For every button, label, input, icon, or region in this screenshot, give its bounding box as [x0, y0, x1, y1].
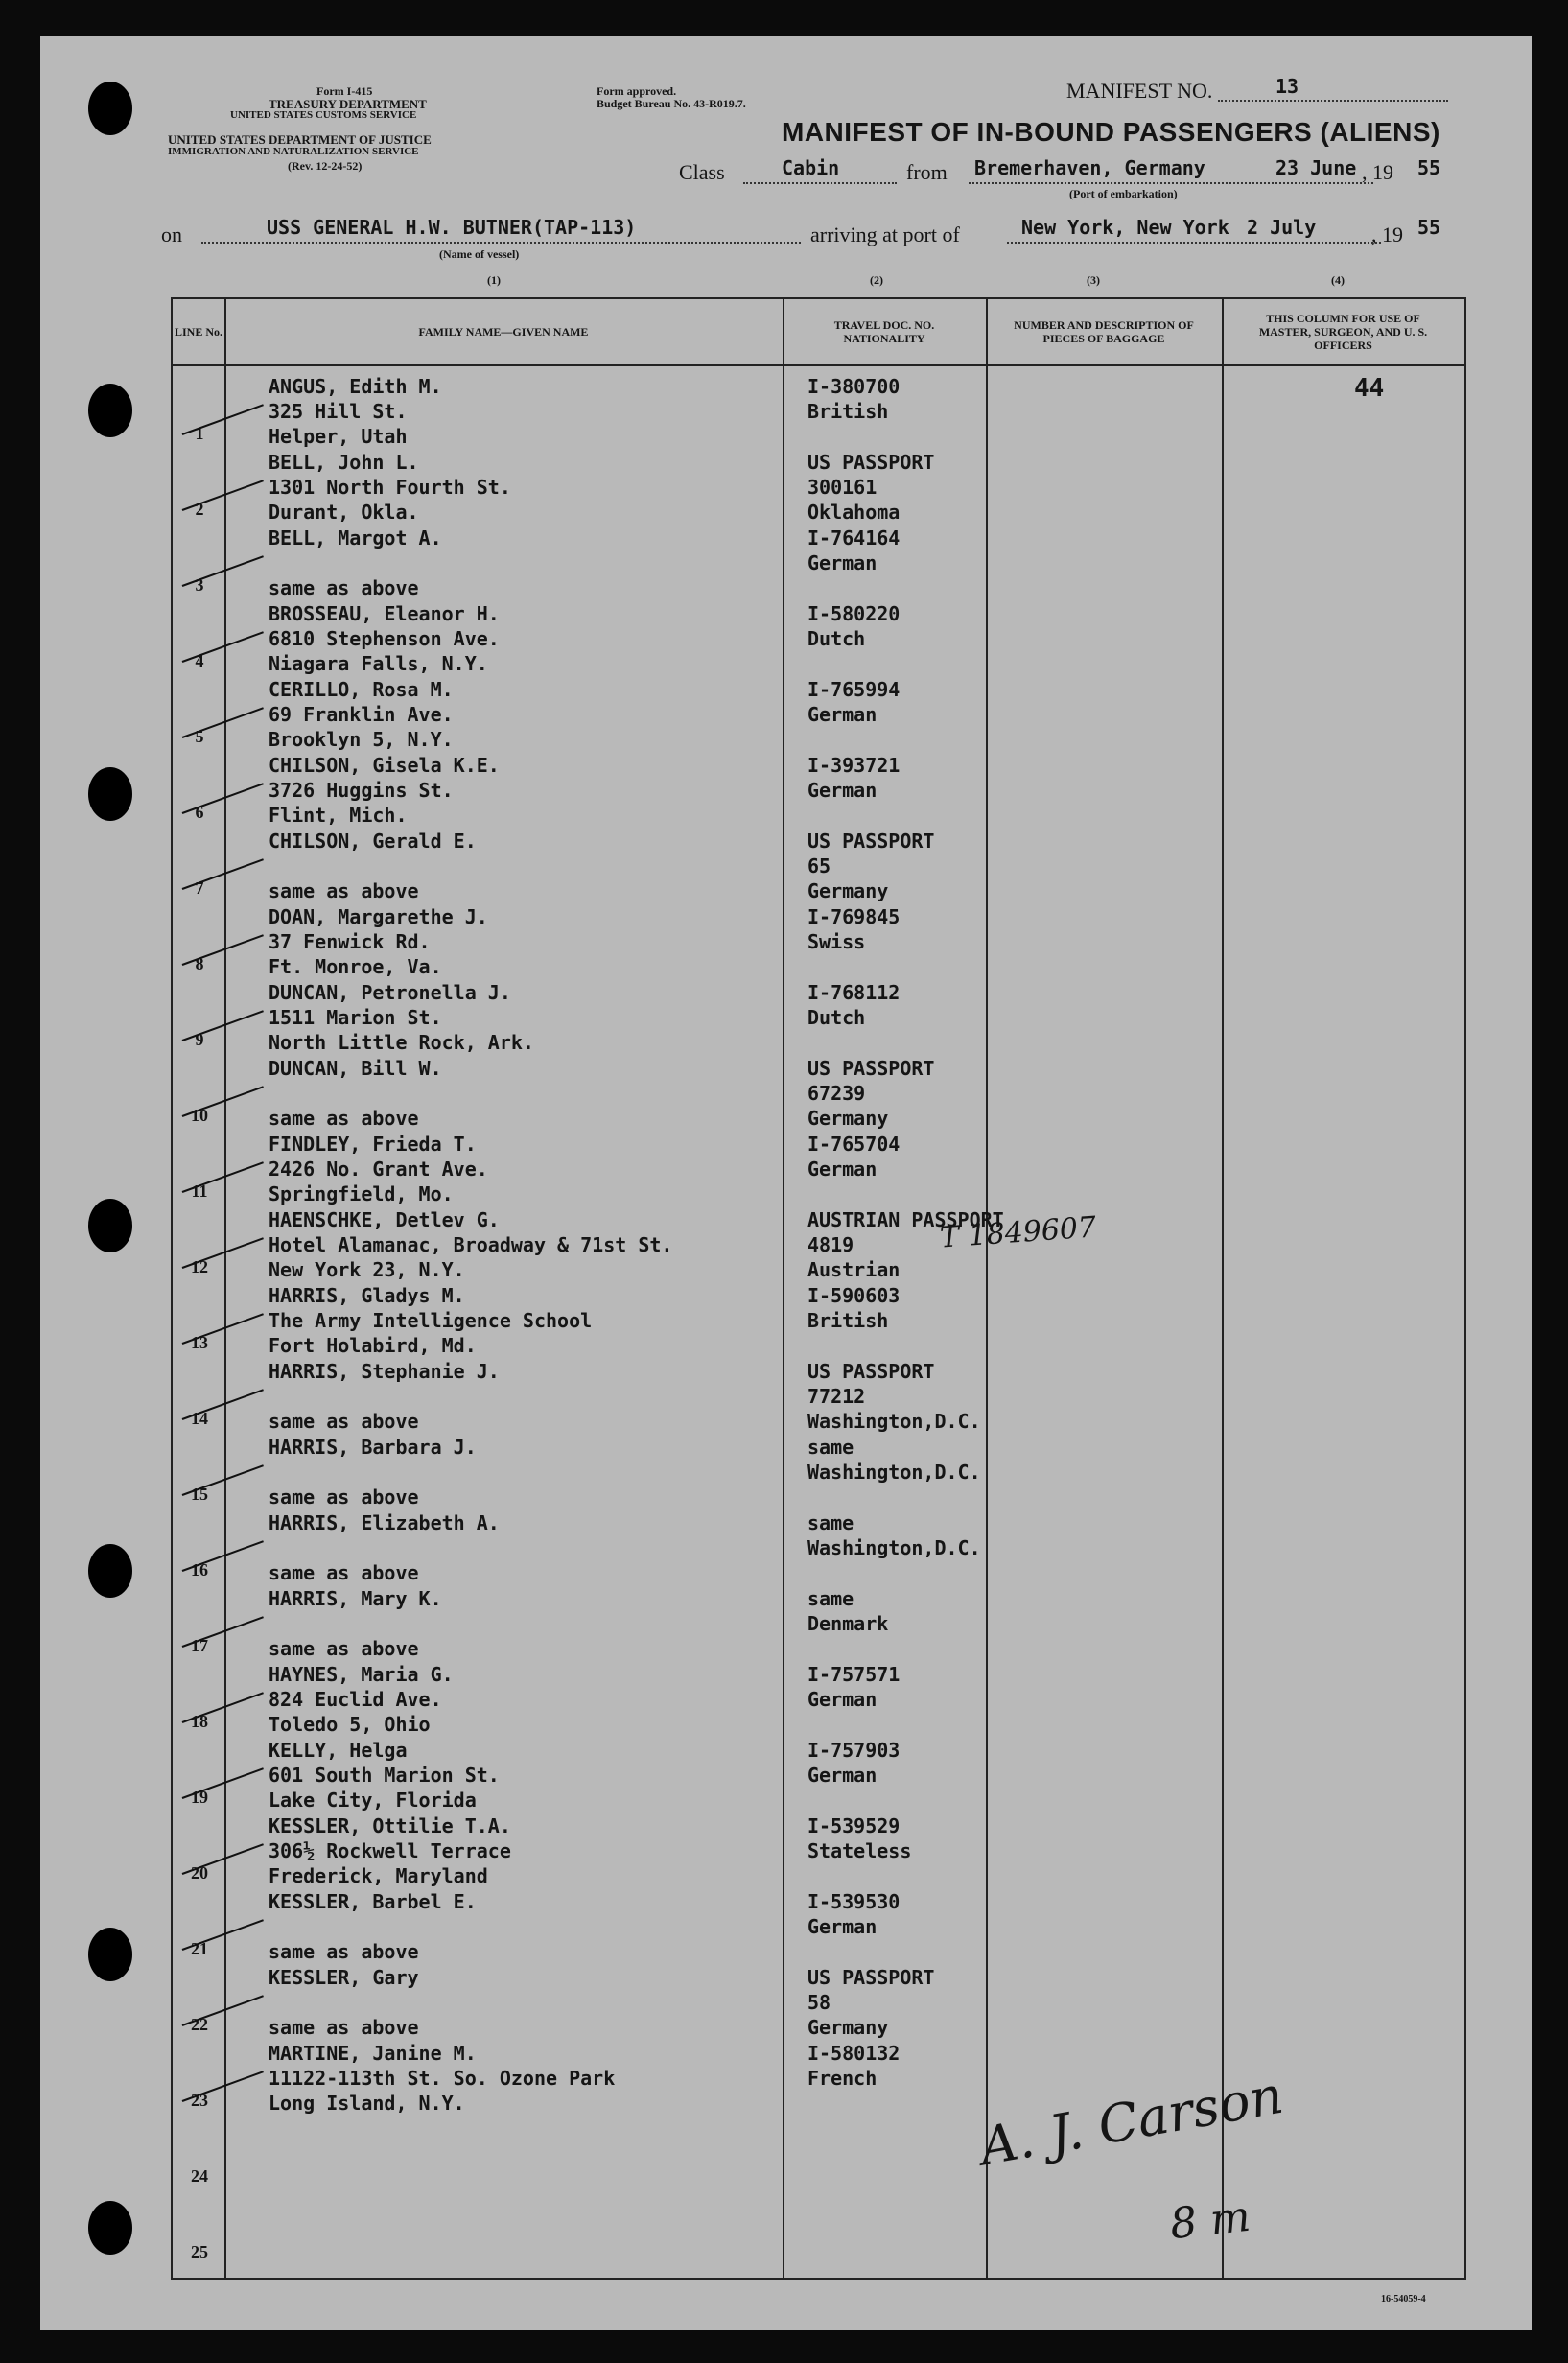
line-number: 10 — [191, 1106, 208, 1125]
passenger-address-line: same as above — [269, 1486, 419, 1509]
checkmark-stroke — [182, 934, 264, 966]
line-number: 4 — [195, 651, 204, 670]
travel-document — [807, 1435, 981, 1485]
passenger-address-line: same as above — [269, 2016, 419, 2039]
travel-document — [807, 1662, 900, 1712]
travel-doc-line: AUSTRIAN PASSPORT — [807, 1208, 1004, 1231]
table-row — [173, 1056, 1464, 1132]
passenger-address-line: same as above — [269, 1107, 419, 1130]
passenger-address-line: same as above — [269, 879, 419, 902]
binder-hole — [88, 767, 132, 821]
checkmark-stroke — [182, 1843, 264, 1875]
table-row — [173, 1207, 1464, 1283]
col-number-2: (2) — [870, 273, 883, 287]
passenger-address-line: North Little Rock, Ark. — [269, 1031, 534, 1054]
passenger-address-line: 601 South Marion St. — [269, 1764, 500, 1787]
table-row — [173, 1965, 1464, 2041]
travel-doc-line: German — [807, 1764, 878, 1787]
travel-doc-line: 4819 — [807, 1233, 854, 1256]
officer-initials: 8 m — [1167, 2191, 1253, 2250]
passenger-name-address — [269, 1586, 442, 1661]
passenger-address-line — [269, 1535, 500, 1560]
passenger-address-line: Flint, Mich. — [269, 804, 408, 827]
arrival-year-prefix: , 19 — [1371, 222, 1403, 246]
line-number: 12 — [191, 1257, 208, 1276]
passenger-name-address — [269, 1283, 592, 1358]
line-number: 6 — [195, 803, 204, 822]
travel-doc-line: I-580132 — [807, 2042, 901, 2065]
travel-doc-line: I-590603 — [807, 1284, 901, 1307]
passenger-name-address — [269, 1965, 419, 2040]
travel-doc-line: Dutch — [807, 627, 866, 650]
binder-hole — [88, 1928, 132, 1981]
table-row — [173, 829, 1464, 904]
port-note: (Port of embarkation) — [1069, 187, 1178, 200]
checkmark-stroke — [182, 1389, 264, 1420]
passenger-name-address — [269, 1435, 477, 1509]
passenger-name-address — [269, 1132, 488, 1206]
passenger-name: KESSLER, Barbel E. — [269, 1890, 477, 1913]
travel-document — [807, 2041, 900, 2091]
arrival-port: New York, New York — [1021, 216, 1229, 239]
binder-hole — [88, 1544, 132, 1598]
table-row — [173, 2192, 1464, 2268]
passenger-name-address — [269, 450, 511, 525]
passenger-table — [171, 297, 1466, 2280]
travel-doc-line: German — [807, 1915, 878, 1938]
travel-doc-line: Germany — [807, 2016, 889, 2039]
passenger-name: ANGUS, Edith M. — [269, 375, 442, 398]
budget-bureau: Budget Bureau No. 43-R019.7. — [597, 97, 746, 110]
travel-doc-line: 67239 — [807, 1082, 866, 1105]
travel-doc-line: Germany — [807, 879, 889, 902]
from-label: from — [906, 160, 948, 184]
passenger-name-address — [269, 1359, 500, 1434]
travel-doc-line: US PASSPORT — [807, 1966, 935, 1989]
passenger-count: 44 — [1354, 374, 1385, 403]
passenger-name: KELLY, Helga — [269, 1739, 408, 1762]
table-row — [173, 1283, 1464, 1359]
col-header-line: LINE No. — [174, 325, 222, 339]
line-number: 5 — [195, 727, 204, 746]
checkmark-stroke — [182, 480, 264, 511]
checkmark-stroke — [182, 555, 264, 587]
travel-document — [807, 1359, 981, 1434]
travel-doc-line: German — [807, 1158, 878, 1181]
travel-doc-line: German — [807, 1688, 878, 1711]
travel-doc-line: I-769845 — [807, 905, 901, 928]
col-header-official: THIS COLUMN FOR USE OF MASTER, SURGEON, AND U. S. OFFICERS — [1258, 312, 1428, 352]
passenger-name: KESSLER, Ottilie T.A. — [269, 1814, 511, 1837]
departure-year-prefix: , 19 — [1362, 160, 1393, 184]
passenger-address-line: Helper, Utah — [269, 425, 408, 448]
passenger-name: HAYNES, Maria G. — [269, 1663, 454, 1686]
line-number: 11 — [191, 1182, 208, 1201]
line-number: 15 — [191, 1485, 208, 1504]
customs-service: UNITED STATES CUSTOMS SERVICE — [230, 109, 417, 121]
travel-document — [807, 450, 934, 525]
passenger-address-line: Hotel Alamanac, Broadway & 71st St. — [269, 1233, 673, 1256]
travel-document — [807, 526, 900, 575]
passenger-address-line — [269, 1081, 442, 1106]
passenger-name: DOAN, Margarethe J. — [269, 905, 488, 928]
travel-doc-line: I-539529 — [807, 1814, 901, 1837]
passenger-address-line: 6810 Stephenson Ave. — [269, 627, 500, 650]
col-number-4: (4) — [1331, 273, 1345, 287]
passenger-name-address — [269, 526, 442, 600]
checkmark-stroke — [182, 783, 264, 814]
handwritten-doc-number: T 1849607 — [938, 1210, 1098, 1255]
line-number: 2 — [195, 500, 204, 519]
travel-document — [807, 677, 900, 727]
treasury-dept: TREASURY DEPARTMENT — [269, 97, 427, 111]
line-number: 1 — [195, 424, 204, 443]
travel-document — [807, 1586, 888, 1636]
binder-hole — [88, 384, 132, 437]
travel-doc-line: 58 — [807, 1991, 831, 2014]
line-number: 3 — [195, 575, 204, 595]
checkmark-stroke — [182, 858, 264, 890]
passenger-name: BELL, Margot A. — [269, 526, 442, 550]
footer-code: 16-54059-4 — [1381, 2294, 1426, 2305]
passenger-name: KESSLER, Gary — [269, 1966, 419, 1989]
passenger-address-line: Ft. Monroe, Va. — [269, 955, 442, 978]
passenger-address-line: 11122-113th St. So. Ozone Park — [269, 2067, 616, 2090]
table-row — [173, 2117, 1464, 2192]
passenger-address-line: Niagara Falls, N.Y. — [269, 652, 488, 675]
passenger-name: MARTINE, Janine M. — [269, 2042, 477, 2065]
travel-doc-line: 77212 — [807, 1385, 866, 1408]
port-of-embarkation: Bremerhaven, Germany — [974, 156, 1205, 179]
passenger-address-line: 325 Hill St. — [269, 400, 408, 423]
line-number: 7 — [195, 878, 204, 898]
table-row — [173, 677, 1464, 753]
table-row — [173, 1510, 1464, 1586]
passenger-address-line — [269, 1384, 500, 1409]
travel-doc-line: German — [807, 551, 878, 574]
travel-document — [807, 904, 900, 954]
passenger-name-address — [269, 601, 500, 676]
col-number-1: (1) — [487, 273, 501, 287]
passenger-address-line: Frederick, Maryland — [269, 1864, 488, 1887]
passenger-name-address — [269, 1207, 672, 1282]
passenger-address-line: 3726 Huggins St. — [269, 779, 454, 802]
travel-doc-line: I-768112 — [807, 981, 901, 1004]
passenger-address-line: New York 23, N.Y. — [269, 1258, 465, 1281]
table-row — [173, 601, 1464, 677]
passenger-address-line: 1511 Marion St. — [269, 1006, 442, 1029]
passenger-address-line: 2426 No. Grant Ave. — [269, 1158, 488, 1181]
checkmark-stroke — [182, 1010, 264, 1041]
travel-doc-line: Swiss — [807, 930, 866, 953]
checkmark-stroke — [182, 1540, 264, 1572]
travel-document — [807, 1889, 900, 1939]
binder-hole — [88, 2201, 132, 2255]
line-number: 24 — [191, 2166, 208, 2186]
passenger-address-line — [269, 1460, 477, 1485]
line-number: 21 — [191, 1939, 208, 1958]
passenger-name: HARRIS, Barbara J. — [269, 1436, 477, 1459]
line-number: 19 — [191, 1788, 208, 1807]
travel-doc-line: I-580220 — [807, 602, 901, 625]
travel-doc-line: I-380700 — [807, 375, 901, 398]
form-number: Form I-415 — [316, 84, 373, 98]
table-row — [173, 1132, 1464, 1207]
passenger-name: HARRIS, Elizabeth A. — [269, 1511, 500, 1534]
passenger-name: CHILSON, Gisela K.E. — [269, 754, 500, 777]
passenger-name-address — [269, 1510, 500, 1585]
binder-hole — [88, 1199, 132, 1252]
officer-signature: A. J. Carson — [974, 2064, 1288, 2178]
passenger-name: FINDLEY, Frieda T. — [269, 1133, 477, 1156]
passenger-name: CHILSON, Gerald E. — [269, 830, 477, 853]
justice-dept: UNITED STATES DEPARTMENT OF JUSTICE — [168, 132, 432, 147]
col-header-name: FAMILY NAME—GIVEN NAME — [418, 325, 589, 339]
table-row — [173, 526, 1464, 601]
line-number: 17 — [191, 1636, 208, 1655]
travel-doc-line: 65 — [807, 854, 831, 877]
class-value: Cabin — [782, 156, 840, 179]
travel-document — [807, 1510, 981, 1560]
table-row — [173, 450, 1464, 526]
checkmark-stroke — [182, 1086, 264, 1117]
arrival-date: 2 July — [1247, 216, 1317, 239]
travel-document — [807, 601, 900, 651]
travel-doc-line: I-765994 — [807, 678, 901, 701]
travel-document — [807, 1813, 911, 1863]
checkmark-stroke — [182, 1464, 264, 1496]
travel-doc-line: French — [807, 2067, 878, 2090]
passenger-address-line: 824 Euclid Ave. — [269, 1688, 442, 1711]
travel-doc-line: Austrian — [807, 1258, 901, 1281]
checkmark-stroke — [182, 1919, 264, 1951]
passenger-name-address — [269, 829, 477, 903]
passenger-name-address — [269, 1738, 500, 1813]
class-label: Class — [679, 160, 725, 184]
table-row — [173, 1889, 1464, 1965]
travel-doc-line: I-393721 — [807, 754, 901, 777]
passenger-address-line: 37 Fenwick Rd. — [269, 930, 431, 953]
departure-year: 55 — [1417, 156, 1441, 179]
line-number: 13 — [191, 1333, 208, 1352]
col-header-baggage: NUMBER AND DESCRIPTION OF PIECES OF BAGGAGE — [1014, 318, 1194, 345]
table-row — [173, 980, 1464, 1056]
table-row — [173, 1586, 1464, 1662]
col-header-doc: TRAVEL DOC. NO. NATIONALITY — [833, 318, 935, 345]
table-row — [173, 1813, 1464, 1889]
table-row — [173, 1662, 1464, 1738]
form-revision: (Rev. 12-24-52) — [288, 159, 363, 173]
passenger-name: BELL, John L. — [269, 451, 419, 474]
travel-doc-line: German — [807, 703, 878, 726]
travel-doc-line: US PASSPORT — [807, 1057, 935, 1080]
manifest-no-label: MANIFEST NO. — [1066, 79, 1213, 103]
travel-doc-line: British — [807, 1309, 889, 1332]
line-number: 8 — [195, 954, 204, 973]
travel-doc-line: British — [807, 400, 889, 423]
arriving-label: arriving at port of — [810, 222, 960, 246]
travel-doc-line: I-757571 — [807, 1663, 901, 1686]
passenger-address-line: Durant, Okla. — [269, 501, 419, 524]
passenger-name-address — [269, 1889, 477, 1964]
travel-doc-line: Oklahoma — [807, 501, 901, 524]
departure-date: 23 June — [1275, 156, 1357, 179]
passenger-address-line: Lake City, Florida — [269, 1789, 477, 1812]
passenger-name: CERILLO, Rosa M. — [269, 678, 454, 701]
on-label: on — [161, 222, 182, 246]
travel-doc-line: Stateless — [807, 1839, 912, 1862]
passenger-address-line — [269, 1914, 477, 1939]
passenger-address-line: Brooklyn 5, N.Y. — [269, 728, 454, 751]
passenger-name-address — [269, 980, 534, 1055]
table-row — [173, 1359, 1464, 1435]
passenger-address-line: 306½ Rockwell Terrace — [269, 1839, 511, 1862]
travel-doc-line: US PASSPORT — [807, 451, 935, 474]
travel-doc-line: US PASSPORT — [807, 830, 935, 853]
line-number: 22 — [191, 2015, 208, 2034]
checkmark-stroke — [182, 1237, 264, 1269]
travel-doc-line: same — [807, 1587, 854, 1610]
travel-document — [807, 1132, 900, 1182]
checkmark-stroke — [182, 1313, 264, 1345]
passenger-name-address — [269, 1662, 454, 1737]
passenger-address-line: same as above — [269, 1637, 419, 1660]
passenger-name: DUNCAN, Bill W. — [269, 1057, 442, 1080]
travel-document — [807, 829, 934, 903]
travel-doc-line: US PASSPORT — [807, 1360, 935, 1383]
passenger-address-line: same as above — [269, 1410, 419, 1433]
checkmark-stroke — [182, 1692, 264, 1723]
table-row — [173, 374, 1464, 450]
travel-document — [807, 980, 900, 1030]
table-row — [173, 1435, 1464, 1510]
arrival-year: 55 — [1417, 216, 1441, 239]
checkmark-stroke — [182, 2071, 264, 2102]
passenger-name: HARRIS, Mary K. — [269, 1587, 442, 1610]
passenger-name-address — [269, 753, 500, 828]
passenger-address-line: 1301 North Fourth St. — [269, 476, 511, 499]
passenger-name-address — [269, 374, 442, 449]
vessel-note: (Name of vessel) — [439, 247, 520, 261]
travel-document — [807, 753, 900, 803]
line-number: 25 — [191, 2242, 208, 2261]
travel-doc-line: Washington,D.C. — [807, 1410, 981, 1433]
passenger-address-line — [269, 1611, 442, 1636]
passenger-name-address — [269, 1813, 511, 1888]
line-number: 16 — [191, 1560, 208, 1579]
travel-document — [807, 1965, 934, 2040]
checkmark-stroke — [182, 1767, 264, 1799]
travel-doc-line: German — [807, 779, 878, 802]
checkmark-stroke — [182, 631, 264, 663]
passenger-address-line: The Army Intelligence School — [269, 1309, 593, 1332]
travel-doc-line: Denmark — [807, 1612, 889, 1635]
col-number-3: (3) — [1087, 273, 1100, 287]
travel-document — [807, 1056, 934, 1131]
travel-document — [807, 1738, 900, 1788]
travel-doc-line: Washington,D.C. — [807, 1536, 981, 1559]
passenger-address-line: same as above — [269, 576, 419, 599]
form-approved: Form approved. — [597, 84, 677, 98]
vessel-name: USS GENERAL H.W. BUTNER(TAP-113) — [267, 216, 637, 239]
passenger-name-address — [269, 2041, 615, 2116]
travel-document — [807, 374, 900, 424]
travel-doc-line: I-765704 — [807, 1133, 901, 1156]
travel-doc-line: Washington,D.C. — [807, 1461, 981, 1484]
passenger-address-line — [269, 854, 477, 878]
passenger-address-line: 69 Franklin Ave. — [269, 703, 454, 726]
line-number: 9 — [195, 1030, 204, 1049]
passenger-address-line — [269, 550, 442, 575]
travel-doc-line: same — [807, 1511, 854, 1534]
manifest-number: 13 — [1275, 75, 1299, 98]
table-row — [173, 904, 1464, 980]
line-number: 20 — [191, 1863, 208, 1883]
passenger-name: HAENSCHKE, Detlev G. — [269, 1208, 500, 1231]
checkmark-stroke — [182, 1616, 264, 1648]
passenger-name-address — [269, 904, 488, 979]
travel-doc-line: I-539530 — [807, 1890, 901, 1913]
manifest-title: MANIFEST OF IN-BOUND PASSENGERS (ALIENS) — [782, 117, 1440, 147]
travel-doc-line: same — [807, 1436, 854, 1459]
travel-doc-line: Germany — [807, 1107, 889, 1130]
table-row — [173, 753, 1464, 829]
passenger-address-line: same as above — [269, 1940, 419, 1963]
travel-document — [807, 1283, 900, 1333]
ins-service: IMMIGRATION AND NATURALIZATION SERVICE — [168, 146, 419, 157]
passenger-address-line: Fort Holabird, Md. — [269, 1334, 477, 1357]
passenger-address-line: Toledo 5, Ohio — [269, 1713, 431, 1736]
passenger-name: HARRIS, Stephanie J. — [269, 1360, 500, 1383]
passenger-address-line: Long Island, N.Y. — [269, 2092, 465, 2115]
passenger-address-line — [269, 1990, 419, 2015]
passenger-address-line: Springfield, Mo. — [269, 1182, 454, 1205]
checkmark-stroke — [182, 1161, 264, 1193]
passenger-name: HARRIS, Gladys M. — [269, 1284, 465, 1307]
passenger-name-address — [269, 677, 454, 752]
travel-doc-line: Dutch — [807, 1006, 866, 1029]
checkmark-stroke — [182, 707, 264, 738]
table-row — [173, 1738, 1464, 1813]
passenger-address-line: same as above — [269, 1561, 419, 1584]
line-number: 14 — [191, 1409, 208, 1428]
passenger-name-address — [269, 1056, 442, 1131]
travel-doc-line: I-757903 — [807, 1739, 901, 1762]
line-number: 23 — [191, 2091, 208, 2110]
passenger-name: DUNCAN, Petronella J. — [269, 981, 511, 1004]
travel-doc-line: I-764164 — [807, 526, 901, 550]
line-number: 18 — [191, 1712, 208, 1731]
passenger-name: BROSSEAU, Eleanor H. — [269, 602, 500, 625]
binder-hole — [88, 82, 132, 135]
travel-doc-line: 300161 — [807, 476, 878, 499]
checkmark-stroke — [182, 1995, 264, 2026]
checkmark-stroke — [182, 404, 264, 435]
